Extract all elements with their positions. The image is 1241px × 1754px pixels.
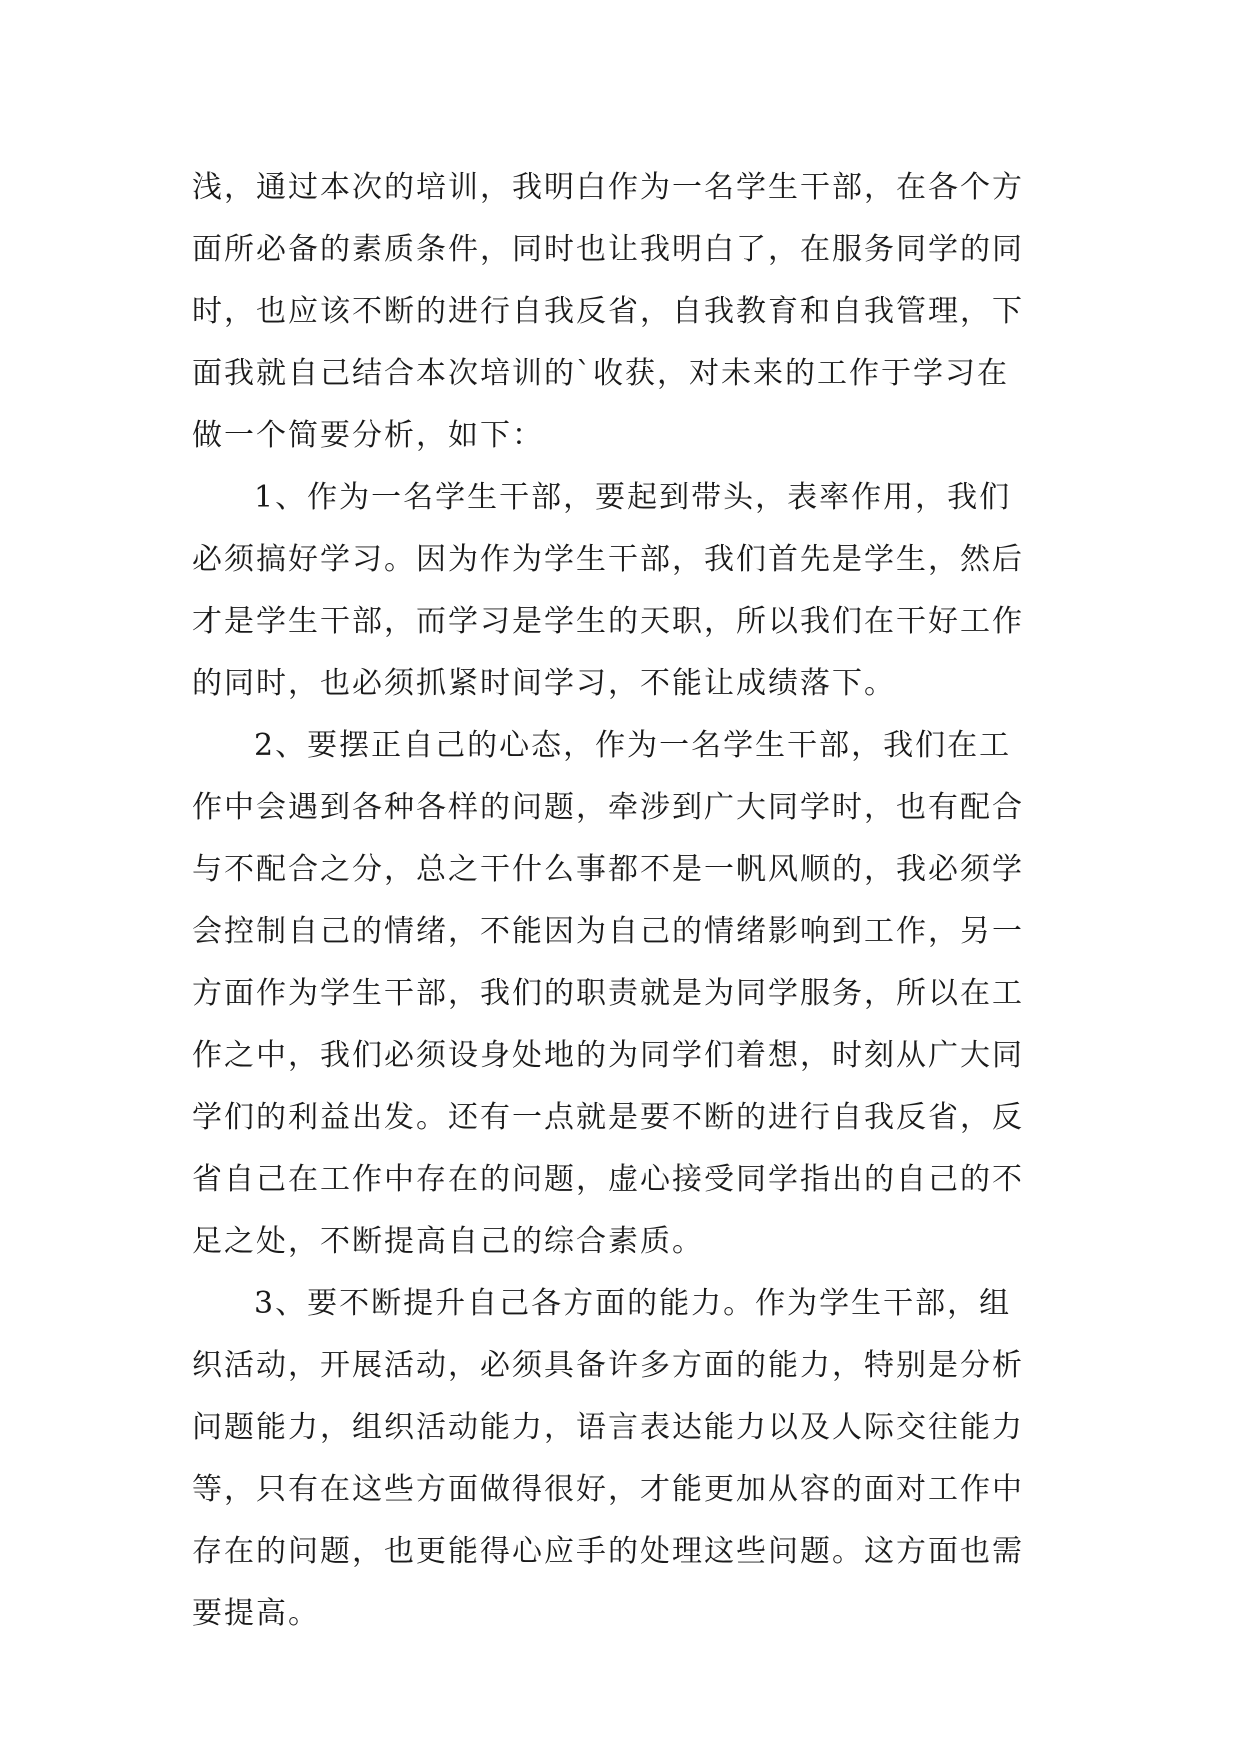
text-line: 面我就自己结合本次培训的`收获，对未来的工作于学习在 <box>192 356 1009 391</box>
text-line: 会控制自己的情绪，不能因为自己的情绪影响到工作，另一 <box>192 914 1024 949</box>
text-line: 做一个简要分析，如下： <box>192 418 544 453</box>
text-line: 作中会遇到各种各样的问题，牵涉到广大同学时，也有配合 <box>192 790 1024 825</box>
paragraph-1-first-line: 1、作为一名学生干部，要起到带头，表率作用，我们 <box>254 480 1012 515</box>
text-line: 省自己在工作中存在的问题，虚心接受同学指出的自己的不 <box>192 1162 1024 1197</box>
text-line: 浅，通过本次的培训，我明白作为一名学生干部，在各个方 <box>192 170 1024 205</box>
text-line: 必须搞好学习。因为作为学生干部，我们首先是学生，然后 <box>192 542 1024 577</box>
text-line: 与不配合之分，总之干什么事都不是一帆风顺的，我必须学 <box>192 852 1024 887</box>
text-line: 等，只有在这些方面做得很好，才能更加从容的面对工作中 <box>192 1472 1024 1507</box>
text-line: 要提高。 <box>192 1596 320 1631</box>
document-body <box>192 157 1062 1645</box>
text-line: 作之中，我们必须设身处地的为同学们着想，时刻从广大同 <box>192 1038 1024 1073</box>
paragraph-2-first-line: 2、要摆正自己的心态，作为一名学生干部，我们在工 <box>254 728 1012 763</box>
text-line: 问题能力，组织活动能力，语言表达能力以及人际交往能力 <box>192 1410 1024 1445</box>
text-line: 时，也应该不断的进行自我反省，自我教育和自我管理，下 <box>192 294 1024 329</box>
text-line: 方面作为学生干部，我们的职责就是为同学服务，所以在工 <box>192 976 1024 1011</box>
text-line: 织活动，开展活动，必须具备许多方面的能力，特别是分析 <box>192 1348 1024 1383</box>
text-line: 面所必备的素质条件，同时也让我明白了，在服务同学的同 <box>192 232 1024 267</box>
text-line: 存在的问题，也更能得心应手的处理这些问题。这方面也需 <box>192 1534 1024 1569</box>
text-line: 学们的利益出发。还有一点就是要不断的进行自我反省，反 <box>192 1100 1024 1135</box>
paragraph-3-first-line: 3、要不断提升自己各方面的能力。作为学生干部，组 <box>254 1286 1012 1321</box>
text-line: 才是学生干部，而学习是学生的天职，所以我们在干好工作 <box>192 604 1024 639</box>
text-line: 足之处，不断提高自己的综合素质。 <box>192 1224 704 1259</box>
text-line: 的同时，也必须抓紧时间学习，不能让成绩落下。 <box>192 666 896 701</box>
